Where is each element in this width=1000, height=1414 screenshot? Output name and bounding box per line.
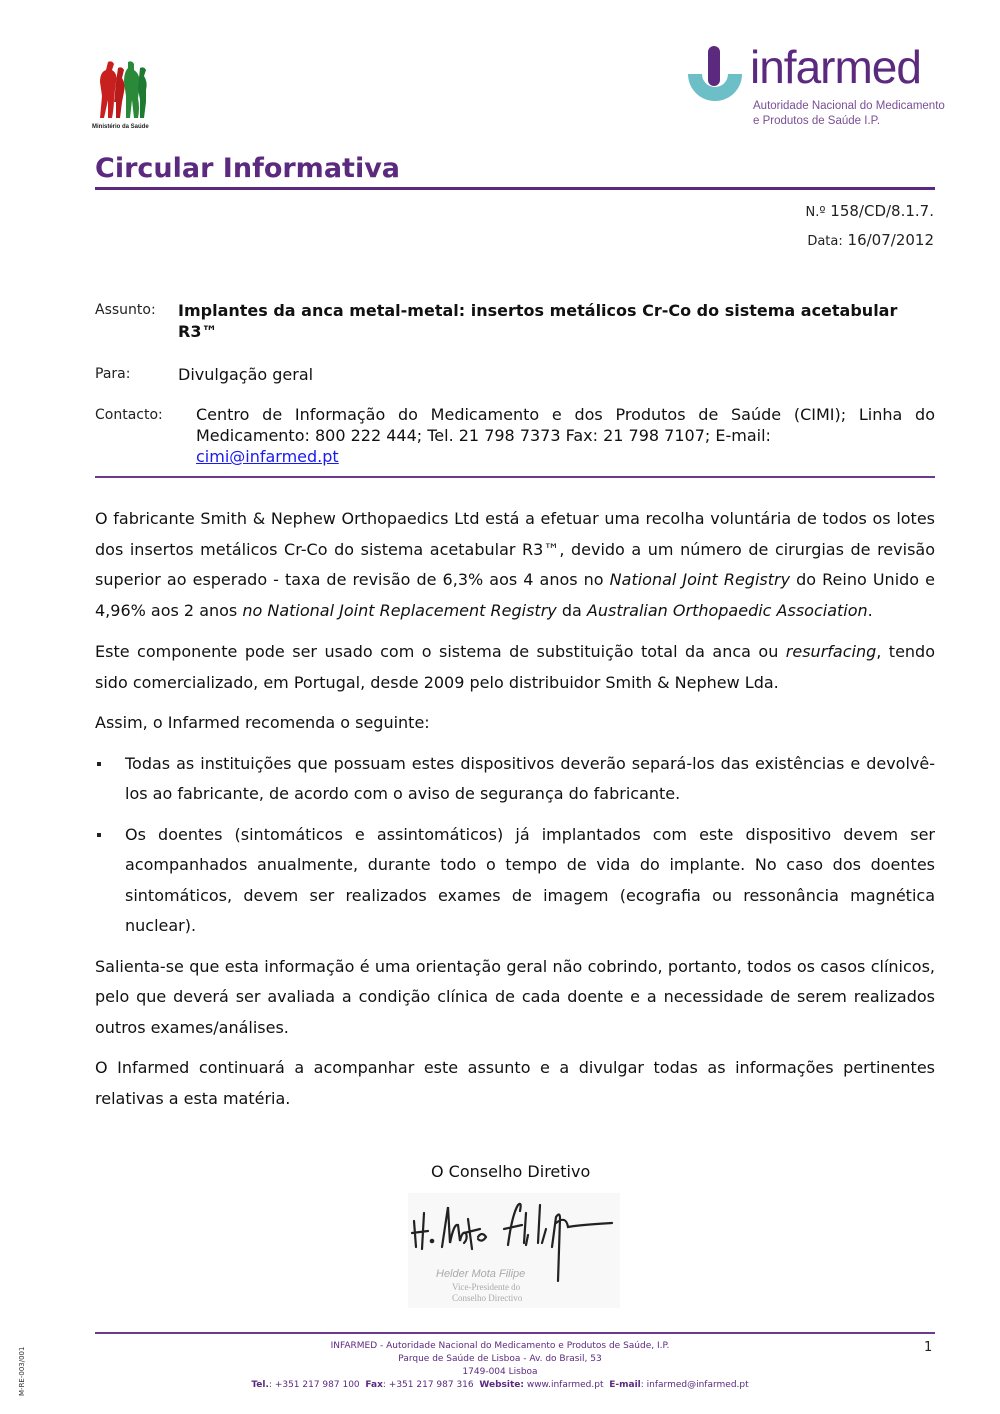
footer-contacts (200, 1379, 800, 1392)
footer-fax-label: Fax (365, 1380, 383, 1390)
to-label: Para: (95, 366, 131, 382)
bullet-square-icon (97, 833, 101, 837)
p2-text-b: , tendo sido comercializado, em Portugal, desde 2009 pelo distribuidor Smith & Nephew Lda. (95, 642, 935, 692)
footer-postal: 1749-004 Lisboa (462, 1367, 538, 1377)
ministerio-saude-logo (94, 58, 156, 132)
ministry-caption: Ministério da Saúde (92, 124, 149, 130)
bullet-text: Todas as instituições que possuam estes dispositivos deverão separá-los das existências e devolvê-los ao fabricante, de acordo com o aviso de segurança do fabricante. (125, 753, 935, 803)
infarmed-logo (680, 41, 945, 134)
document-code (18, 1340, 32, 1400)
contact-email-link[interactable]: cimi@infarmed.pt (196, 447, 339, 466)
p2-text-a: Este componente pode ser usado com o sistema de substituição total da anca ou (95, 642, 786, 661)
document-code-text: M-RE-003/001 (18, 1346, 26, 1396)
bullet-item (95, 749, 935, 810)
footer-email-label: E-mail (609, 1380, 641, 1390)
footer-tel-label: Tel. (251, 1380, 269, 1390)
footer-address: Parque de Saúde de Lisboa - Av. do Brasil, 53 (398, 1354, 602, 1364)
subject-line2: R3™ (178, 322, 218, 341)
footer-website-label: Website: (479, 1380, 524, 1390)
stamp-name: Helder Mota Filipe (436, 1268, 526, 1280)
bullet-square-icon (97, 762, 101, 766)
reference-number-label: N.º (805, 205, 826, 220)
p1-italic-registry-au: no National Joint Replacement Registry (242, 600, 557, 620)
paragraph-recall (95, 504, 935, 626)
signature-image (408, 1193, 620, 1308)
paragraph-followup: O Infarmed continuará a acompanhar este assunto e a divulgar todas as informações pertinentes relativas a esta matéria. (95, 1058, 935, 1108)
title-divider (95, 187, 935, 190)
ministry-figures-icon (94, 58, 156, 122)
document-title: Circular Informativa (95, 153, 401, 184)
reference-date (807, 231, 934, 249)
reference-number (806, 202, 934, 220)
contact-text: Centro de Informação do Medicamento e dos Produtos de Saúde (CIMI); Linha do Medicamento: 800 222 444; Tel. 21 798 7373 Fax: 21 798 7107; E-mail: (196, 405, 935, 445)
bullet-item (95, 820, 935, 942)
p1-italic-registry-uk: National Joint Registry (609, 570, 791, 589)
subject-line1: Implantes da anca metal-metal: insertos metálicos Cr-Co do sistema acetabular (178, 301, 898, 320)
p1-text-c: da (556, 600, 587, 620)
footer-org: INFARMED - Autoridade Nacional do Medicamento e Produtos de Saúde, I.P. (330, 1341, 670, 1351)
infarmed-subtitle (753, 99, 945, 129)
reference-number-value: 158/CD/8.1.7. (830, 202, 934, 220)
footer-email-link[interactable]: : infarmed@infarmed.pt (640, 1380, 749, 1390)
document-body (95, 504, 935, 1114)
signature-label: O Conselho Diretivo (431, 1162, 591, 1181)
infarmed-wordmark: infarmed (750, 41, 921, 93)
to-value: Divulgação geral (178, 365, 314, 384)
subject-label: Assunto: (95, 302, 156, 318)
paragraph-disclaimer: Salienta-se que esta informação é uma orientação geral não cobrindo, portanto, todos os casos clínicos, pelo que deverá ser avaliada a condição clínica de cada doente e a necessidade de serem realizados outros exames/análises. (95, 956, 935, 1037)
footer-divider (95, 1332, 935, 1334)
paragraph-component (95, 637, 935, 698)
reference-date-label: Data: (807, 234, 843, 249)
footer (200, 1340, 800, 1392)
footer-fax-value: : +351 217 987 316 (382, 1380, 474, 1390)
page-number: 1 (924, 1340, 933, 1355)
footer-website-link[interactable]: www.infarmed.pt (523, 1380, 604, 1390)
p1-text-d: . (867, 600, 873, 620)
footer-tel-value: : +351 217 987 100 (268, 1380, 360, 1390)
reference-date-value: 16/07/2012 (847, 231, 934, 249)
infarmed-subtitle-line1: Autoridade Nacional do Medicamento (753, 100, 945, 112)
p2-italic-resurfacing: resurfacing (785, 642, 877, 661)
paragraph-recommendation-intro: Assim, o Infarmed recomenda o seguinte: (95, 713, 430, 732)
p1-italic-association: Australian Orthopaedic Association (586, 600, 868, 620)
header-divider (95, 476, 935, 478)
stamp-role-line2: Conselho Directivo (452, 1293, 523, 1303)
infarmed-symbol-icon (680, 44, 750, 114)
contact-value (196, 404, 935, 467)
handwritten-signature-icon (408, 1193, 620, 1308)
contact-label: Contacto: (95, 407, 163, 423)
stamp-role-line1: Vice-Presidente do (452, 1282, 521, 1292)
p1-text-a: O fabricante Smith & Nephew Orthopaedics Ltd está a efetuar uma recolha voluntária de todos os lotes dos insertos metálicos Cr-Co do sistema acetabular R3™, devido a um número de cirurgias de revisão superior ao esperado - taxa de revisão de 6,3% aos 4 anos no (95, 509, 935, 589)
bullet-text: Os doentes (sintomáticos e assintomáticos) já implantados com este dispositivo devem ser acompanhados anualmente, durante todo o tempo de vida do implante. No caso dos doentes sintomáticos, devem ser realizados exames de imagem (ecografia ou ressonância magnética nuclear). (125, 824, 935, 935)
subject-value (178, 300, 935, 342)
p1-text-b: do Reino Unido e 4,96% aos 2 anos (95, 570, 936, 620)
infarmed-subtitle-line2: e Produtos de Saúde I.P. (753, 115, 881, 127)
